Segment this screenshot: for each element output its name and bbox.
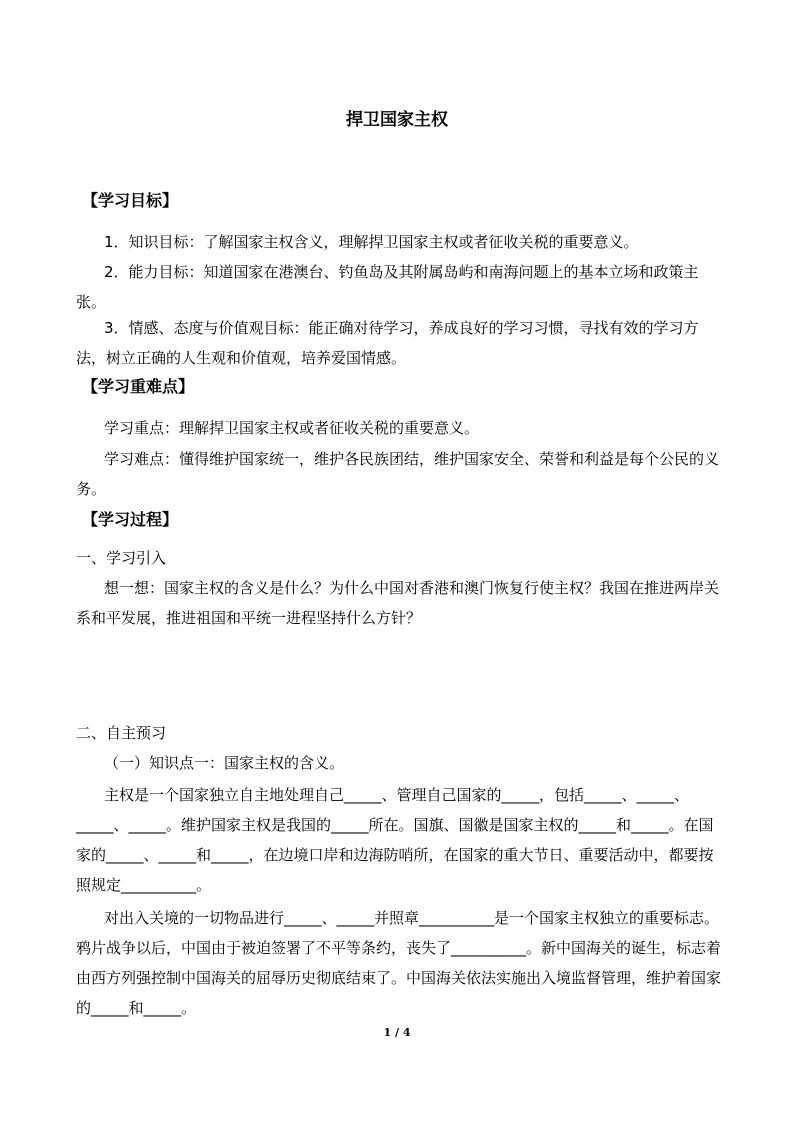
fill-in-paragraph-2: 对出入关境的一切物品进行_____、_____并照章__________是一个国家主权独立的重要标志。鸦片战争以后，中国由于被迫签署了不平等条约，丧失了__________。新中国海关的诞生，标志着由西方列强控制中国海关的屈辱历史彻底结束了。中国海关依法实施出入境监督管理，维护着国家的_____和_____。 bbox=[76, 909, 722, 1017]
intro-text: 想一想：国家主权的含义是什么？为什么中国对香港和澳门恢复行使主权？我国在推进两岸关系和平发展，推进祖国和平统一进程坚持什么方针？ bbox=[76, 579, 720, 627]
fill-in-paragraph-1: 主权是一个国家独立自主地处理自己_____、管理自己国家的_____，包括_____、_____、_____、_____。维护国家主权是我国的_____所在。国旗、国徽是国家主权的_____和_____。在国家的_____、_____和_____，在边境口岸和边海防哨所，在国家的重大节日、重要活动中，都要按照规定__________。 bbox=[76, 786, 714, 894]
preview-heading: 二、自主预习 bbox=[76, 724, 167, 742]
goal-item-1: 1．知识目标：了解国家主权含义，理解捍卫国家主权或者征收关税的重要意义。 bbox=[104, 233, 639, 251]
keypoint-focus: 学习重点：理解捍卫国家主权或者征收关税的重要意义。 bbox=[104, 419, 480, 437]
keypoint-difficulty: 学习难点：懂得维护国家统一，维护各民族团结，维护国家安全、荣誉和利益是每个公民的义务。 bbox=[76, 450, 720, 498]
page-title: 捍卫国家主权 bbox=[346, 110, 448, 130]
knowledge-point-1: （一）知识点一：国家主权的含义。 bbox=[104, 754, 345, 772]
section-heading-keypoints: 【学习重难点】 bbox=[82, 377, 195, 396]
section-heading-process: 【学习过程】 bbox=[82, 510, 179, 529]
goal-item-2: 2．能力目标：知道国家在港澳台、钓鱼岛及其附属岛屿和南海问题上的基本立场和政策主张。 bbox=[76, 263, 699, 311]
page-number: 1 / 4 bbox=[383, 1026, 411, 1039]
section-heading-goals: 【学习目标】 bbox=[82, 191, 179, 210]
intro-heading: 一、学习引入 bbox=[76, 549, 167, 567]
goal-item-3: 3．情感、态度与价值观目标：能正确对待学习，养成良好的学习习惯，寻找有效的学习方法，树立正确的人生观和价值观，培养爱国情感。 bbox=[76, 319, 699, 367]
